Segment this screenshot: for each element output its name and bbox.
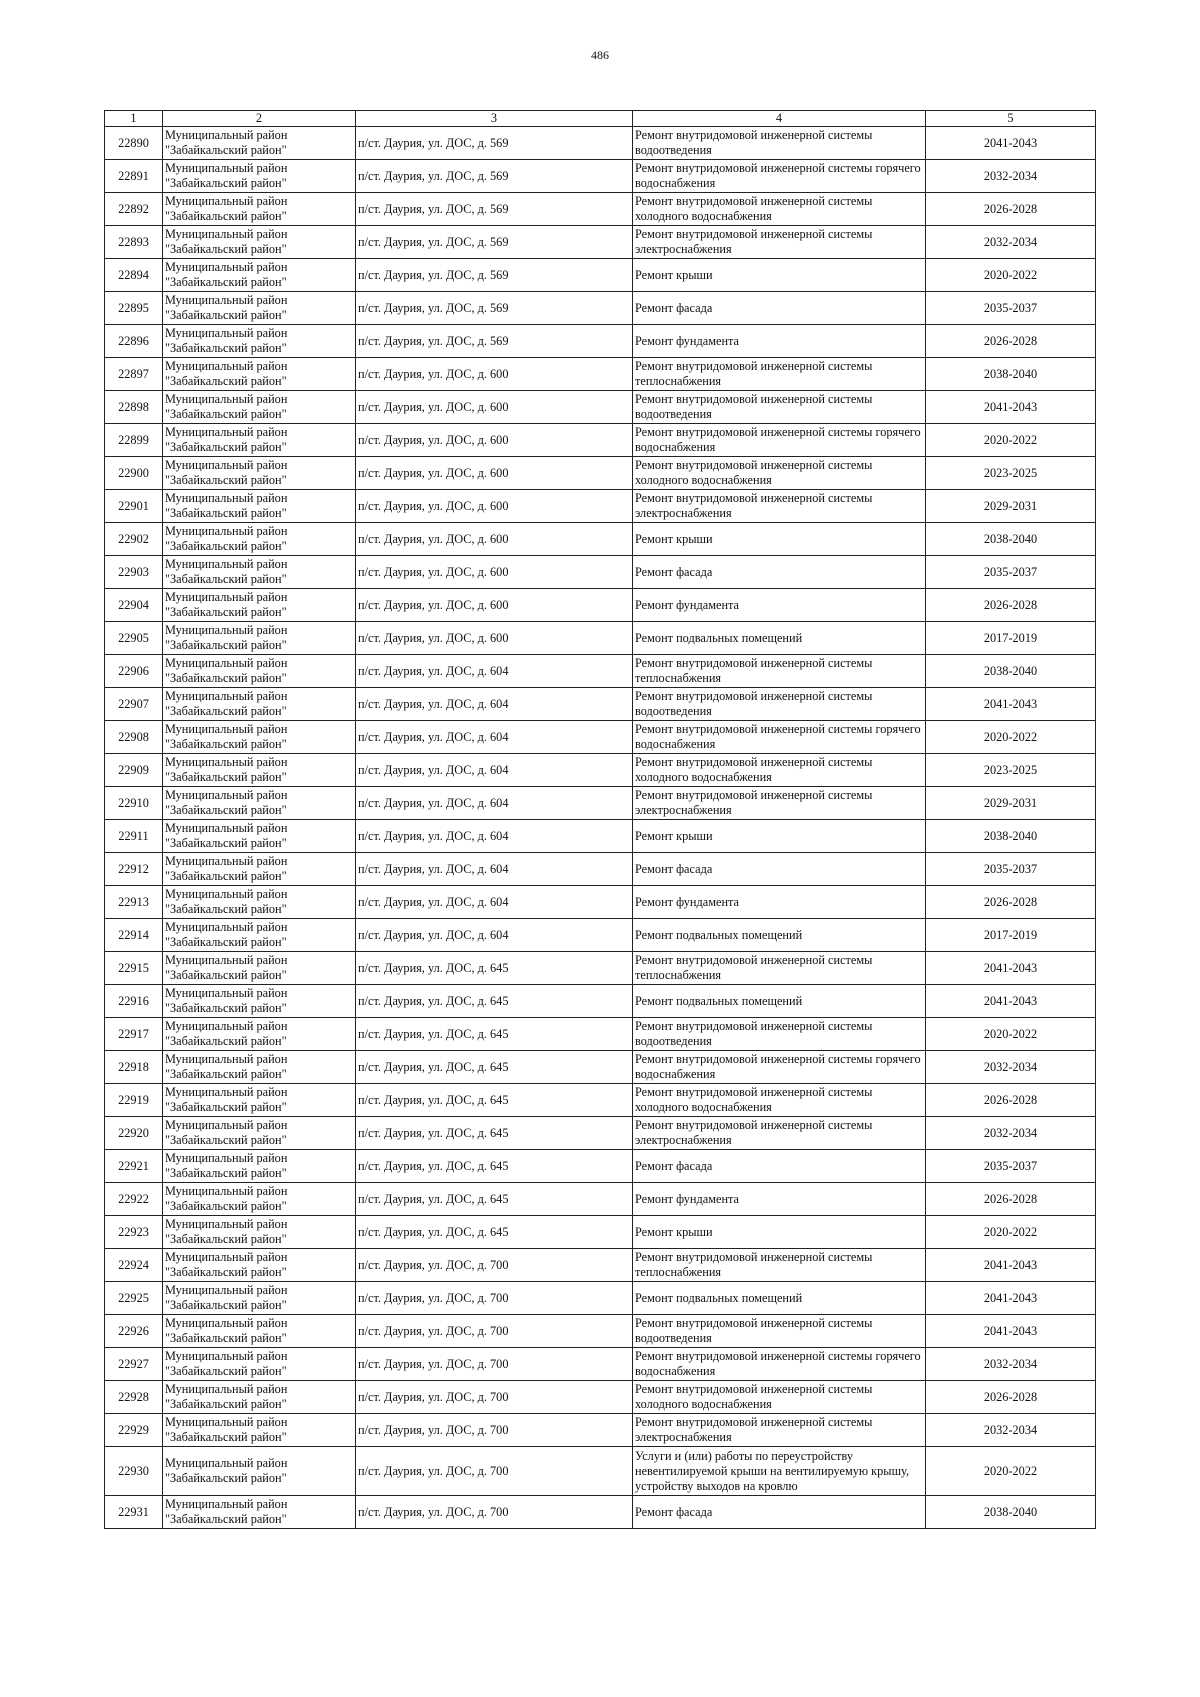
table-row: [105, 919, 1096, 952]
work-type-cell: Ремонт внутридомовой инженерной системы горячего водоснабжения: [633, 1051, 926, 1084]
period-cell: 2041-2043: [926, 985, 1096, 1018]
address-cell: п/ст. Даурия, ул. ДОС, д. 569: [356, 193, 633, 226]
table-row: [105, 952, 1096, 985]
period-cell: 2041-2043: [926, 391, 1096, 424]
municipality-cell: Муниципальный район "Забайкальский район": [163, 424, 356, 457]
municipality-cell: Муниципальный район "Забайкальский район": [163, 1348, 356, 1381]
row-number: 22919: [105, 1084, 163, 1117]
address-cell: п/ст. Даурия, ул. ДОС, д. 569: [356, 325, 633, 358]
table-row: [105, 688, 1096, 721]
row-number: 22896: [105, 325, 163, 358]
row-number: 22906: [105, 655, 163, 688]
row-number: 22914: [105, 919, 163, 952]
work-type-cell: Ремонт внутридомовой инженерной системы водоотведения: [633, 127, 926, 160]
table-row: [105, 457, 1096, 490]
period-cell: 2041-2043: [926, 688, 1096, 721]
column-header-5: 5: [926, 111, 1096, 127]
row-number: 22905: [105, 622, 163, 655]
work-type-cell: Услуги и (или) работы по переустройству невентилируемой крыши на вентилируемую крышу, устройству выходов на кровлю: [633, 1447, 926, 1496]
address-cell: п/ст. Даурия, ул. ДОС, д. 645: [356, 1117, 633, 1150]
period-cell: 2035-2037: [926, 853, 1096, 886]
table-row: [105, 160, 1096, 193]
table-row: [105, 1051, 1096, 1084]
address-cell: п/ст. Даурия, ул. ДОС, д. 700: [356, 1381, 633, 1414]
row-number: 22924: [105, 1249, 163, 1282]
work-type-cell: Ремонт внутридомовой инженерной системы водоотведения: [633, 1018, 926, 1051]
municipality-cell: Муниципальный район "Забайкальский район": [163, 1414, 356, 1447]
municipality-cell: Муниципальный район "Забайкальский район": [163, 1150, 356, 1183]
period-cell: 2020-2022: [926, 1447, 1096, 1496]
row-number: 22892: [105, 193, 163, 226]
period-cell: 2041-2043: [926, 1249, 1096, 1282]
table-row: [105, 391, 1096, 424]
municipality-cell: Муниципальный район "Забайкальский район": [163, 589, 356, 622]
table-row: [105, 556, 1096, 589]
row-number: 22895: [105, 292, 163, 325]
table-row: [105, 259, 1096, 292]
period-cell: 2026-2028: [926, 886, 1096, 919]
municipality-cell: Муниципальный район "Забайкальский район": [163, 853, 356, 886]
work-type-cell: Ремонт внутридомовой инженерной системы горячего водоснабжения: [633, 1348, 926, 1381]
table-row: [105, 1084, 1096, 1117]
table-row: [105, 589, 1096, 622]
table-body: [105, 127, 1096, 1529]
period-cell: 2041-2043: [926, 952, 1096, 985]
work-type-cell: Ремонт подвальных помещений: [633, 622, 926, 655]
table-row: [105, 1447, 1096, 1496]
municipality-cell: Муниципальный район "Забайкальский район": [163, 1018, 356, 1051]
work-type-cell: Ремонт внутридомовой инженерной системы теплоснабжения: [633, 655, 926, 688]
address-cell: п/ст. Даурия, ул. ДОС, д. 645: [356, 1216, 633, 1249]
row-number: 22909: [105, 754, 163, 787]
municipality-cell: Муниципальный район "Забайкальский район": [163, 754, 356, 787]
work-type-cell: Ремонт внутридомовой инженерной системы водоотведения: [633, 391, 926, 424]
municipality-cell: Муниципальный район "Забайкальский район": [163, 655, 356, 688]
address-cell: п/ст. Даурия, ул. ДОС, д. 645: [356, 1051, 633, 1084]
address-cell: п/ст. Даурия, ул. ДОС, д. 700: [356, 1282, 633, 1315]
column-header-2: 2: [163, 111, 356, 127]
address-cell: п/ст. Даурия, ул. ДОС, д. 645: [356, 952, 633, 985]
address-cell: п/ст. Даурия, ул. ДОС, д. 600: [356, 490, 633, 523]
table-row: [105, 1117, 1096, 1150]
work-type-cell: Ремонт фасада: [633, 853, 926, 886]
municipality-cell: Муниципальный район "Забайкальский район": [163, 1117, 356, 1150]
address-cell: п/ст. Даурия, ул. ДОС, д. 569: [356, 259, 633, 292]
work-type-cell: Ремонт внутридомовой инженерной системы горячего водоснабжения: [633, 424, 926, 457]
municipality-cell: Муниципальный район "Забайкальский район": [163, 325, 356, 358]
municipality-cell: Муниципальный район "Забайкальский район": [163, 820, 356, 853]
period-cell: 2038-2040: [926, 1496, 1096, 1529]
row-number: 22913: [105, 886, 163, 919]
municipality-cell: Муниципальный район "Забайкальский район": [163, 1183, 356, 1216]
period-cell: 2023-2025: [926, 457, 1096, 490]
table-row: [105, 1315, 1096, 1348]
row-number: 22923: [105, 1216, 163, 1249]
municipality-cell: Муниципальный район "Забайкальский район": [163, 1216, 356, 1249]
period-cell: 2041-2043: [926, 127, 1096, 160]
table-row: [105, 1249, 1096, 1282]
table-row: [105, 886, 1096, 919]
address-cell: п/ст. Даурия, ул. ДОС, д. 569: [356, 292, 633, 325]
municipality-cell: Муниципальный район "Забайкальский район": [163, 1084, 356, 1117]
column-header-4: 4: [633, 111, 926, 127]
work-type-cell: Ремонт внутридомовой инженерной системы холодного водоснабжения: [633, 193, 926, 226]
municipality-cell: Муниципальный район "Забайкальский район": [163, 886, 356, 919]
row-number: 22930: [105, 1447, 163, 1496]
row-number: 22908: [105, 721, 163, 754]
period-cell: 2035-2037: [926, 292, 1096, 325]
municipality-cell: Муниципальный район "Забайкальский район": [163, 160, 356, 193]
row-number: 22899: [105, 424, 163, 457]
municipality-cell: Муниципальный район "Забайкальский район": [163, 1496, 356, 1529]
work-type-cell: Ремонт внутридомовой инженерной системы теплоснабжения: [633, 358, 926, 391]
period-cell: 2038-2040: [926, 655, 1096, 688]
period-cell: 2041-2043: [926, 1315, 1096, 1348]
municipality-cell: Муниципальный район "Забайкальский район": [163, 688, 356, 721]
work-type-cell: Ремонт внутридомовой инженерной системы теплоснабжения: [633, 1249, 926, 1282]
address-cell: п/ст. Даурия, ул. ДОС, д. 569: [356, 226, 633, 259]
municipality-cell: Муниципальный район "Забайкальский район": [163, 1282, 356, 1315]
row-number: 22927: [105, 1348, 163, 1381]
municipality-cell: Муниципальный район "Забайкальский район": [163, 490, 356, 523]
work-type-cell: Ремонт фасада: [633, 556, 926, 589]
work-type-cell: Ремонт внутридомовой инженерной системы горячего водоснабжения: [633, 160, 926, 193]
table-row: [105, 1496, 1096, 1529]
row-number: 22900: [105, 457, 163, 490]
work-type-cell: Ремонт подвальных помещений: [633, 985, 926, 1018]
period-cell: 2026-2028: [926, 325, 1096, 358]
address-cell: п/ст. Даурия, ул. ДОС, д. 600: [356, 523, 633, 556]
period-cell: 2032-2034: [926, 1414, 1096, 1447]
row-number: 22916: [105, 985, 163, 1018]
period-cell: 2041-2043: [926, 1282, 1096, 1315]
work-type-cell: Ремонт внутридомовой инженерной системы водоотведения: [633, 1315, 926, 1348]
column-number-row: [105, 111, 1096, 127]
row-number: 22929: [105, 1414, 163, 1447]
period-cell: 2017-2019: [926, 622, 1096, 655]
work-type-cell: Ремонт фасада: [633, 1496, 926, 1529]
work-type-cell: Ремонт подвальных помещений: [633, 1282, 926, 1315]
address-cell: п/ст. Даурия, ул. ДОС, д. 604: [356, 688, 633, 721]
period-cell: 2029-2031: [926, 787, 1096, 820]
address-cell: п/ст. Даурия, ул. ДОС, д. 604: [356, 655, 633, 688]
row-number: 22912: [105, 853, 163, 886]
work-type-cell: Ремонт внутридомовой инженерной системы электроснабжения: [633, 226, 926, 259]
work-type-cell: Ремонт крыши: [633, 820, 926, 853]
period-cell: 2023-2025: [926, 754, 1096, 787]
address-cell: п/ст. Даурия, ул. ДОС, д. 645: [356, 1183, 633, 1216]
table-row: [105, 985, 1096, 1018]
table-row: [105, 358, 1096, 391]
address-cell: п/ст. Даурия, ул. ДОС, д. 600: [356, 589, 633, 622]
period-cell: 2038-2040: [926, 820, 1096, 853]
municipality-cell: Муниципальный район "Забайкальский район": [163, 1249, 356, 1282]
municipality-cell: Муниципальный район "Забайкальский район": [163, 523, 356, 556]
row-number: 22926: [105, 1315, 163, 1348]
row-number: 22911: [105, 820, 163, 853]
municipality-cell: Муниципальный район "Забайкальский район": [163, 787, 356, 820]
row-number: 22891: [105, 160, 163, 193]
period-cell: 2026-2028: [926, 1183, 1096, 1216]
work-type-cell: Ремонт внутридомовой инженерной системы холодного водоснабжения: [633, 754, 926, 787]
municipality-cell: Муниципальный район "Забайкальский район": [163, 919, 356, 952]
row-number: 22890: [105, 127, 163, 160]
table-row: [105, 655, 1096, 688]
table-row: [105, 226, 1096, 259]
work-type-cell: Ремонт внутридомовой инженерной системы холодного водоснабжения: [633, 457, 926, 490]
period-cell: 2029-2031: [926, 490, 1096, 523]
municipality-cell: Муниципальный район "Забайкальский район": [163, 292, 356, 325]
municipality-cell: Муниципальный район "Забайкальский район": [163, 985, 356, 1018]
table-row: [105, 523, 1096, 556]
address-cell: п/ст. Даурия, ул. ДОС, д. 604: [356, 820, 633, 853]
address-cell: п/ст. Даурия, ул. ДОС, д. 604: [356, 721, 633, 754]
table-row: [105, 853, 1096, 886]
table-row: [105, 754, 1096, 787]
work-type-cell: Ремонт внутридомовой инженерной системы теплоснабжения: [633, 952, 926, 985]
column-header-1: 1: [105, 111, 163, 127]
address-cell: п/ст. Даурия, ул. ДОС, д. 645: [356, 1150, 633, 1183]
work-type-cell: Ремонт фундамента: [633, 1183, 926, 1216]
row-number: 22915: [105, 952, 163, 985]
period-cell: 2026-2028: [926, 193, 1096, 226]
period-cell: 2020-2022: [926, 1018, 1096, 1051]
period-cell: 2026-2028: [926, 1381, 1096, 1414]
table-row: [105, 1216, 1096, 1249]
address-cell: п/ст. Даурия, ул. ДОС, д. 700: [356, 1496, 633, 1529]
address-cell: п/ст. Даурия, ул. ДОС, д. 700: [356, 1447, 633, 1496]
municipality-cell: Муниципальный район "Забайкальский район": [163, 226, 356, 259]
work-type-cell: Ремонт крыши: [633, 259, 926, 292]
work-type-cell: Ремонт внутридомовой инженерной системы горячего водоснабжения: [633, 721, 926, 754]
municipality-cell: Муниципальный район "Забайкальский район": [163, 721, 356, 754]
municipality-cell: Муниципальный район "Забайкальский район": [163, 1315, 356, 1348]
row-number: 22918: [105, 1051, 163, 1084]
table-row: [105, 325, 1096, 358]
page-number: 486: [591, 48, 609, 62]
work-type-cell: Ремонт внутридомовой инженерной системы водоотведения: [633, 688, 926, 721]
row-number: 22903: [105, 556, 163, 589]
municipality-cell: Муниципальный район "Забайкальский район": [163, 556, 356, 589]
work-type-cell: Ремонт внутридомовой инженерной системы холодного водоснабжения: [633, 1381, 926, 1414]
period-cell: 2020-2022: [926, 424, 1096, 457]
municipality-cell: Муниципальный район "Забайкальский район": [163, 1447, 356, 1496]
row-number: 22893: [105, 226, 163, 259]
municipality-cell: Муниципальный район "Забайкальский район": [163, 622, 356, 655]
table-row: [105, 1183, 1096, 1216]
work-type-cell: Ремонт внутридомовой инженерной системы электроснабжения: [633, 787, 926, 820]
table-row: [105, 820, 1096, 853]
address-cell: п/ст. Даурия, ул. ДОС, д. 569: [356, 160, 633, 193]
work-type-cell: Ремонт фасада: [633, 1150, 926, 1183]
work-type-cell: Ремонт внутридомовой инженерной системы холодного водоснабжения: [633, 1084, 926, 1117]
municipality-cell: Муниципальный район "Забайкальский район": [163, 952, 356, 985]
period-cell: 2032-2034: [926, 1348, 1096, 1381]
table-row: [105, 292, 1096, 325]
row-number: 22894: [105, 259, 163, 292]
municipality-cell: Муниципальный район "Забайкальский район": [163, 1381, 356, 1414]
row-number: 22901: [105, 490, 163, 523]
period-cell: 2026-2028: [926, 1084, 1096, 1117]
address-cell: п/ст. Даурия, ул. ДОС, д. 700: [356, 1315, 633, 1348]
address-cell: п/ст. Даурия, ул. ДОС, д. 600: [356, 622, 633, 655]
address-cell: п/ст. Даурия, ул. ДОС, д. 600: [356, 556, 633, 589]
address-cell: п/ст. Даурия, ул. ДОС, д. 700: [356, 1414, 633, 1447]
row-number: 22910: [105, 787, 163, 820]
address-cell: п/ст. Даурия, ул. ДОС, д. 600: [356, 391, 633, 424]
period-cell: 2035-2037: [926, 1150, 1096, 1183]
table-row: [105, 721, 1096, 754]
row-number: 22931: [105, 1496, 163, 1529]
row-number: 22907: [105, 688, 163, 721]
address-cell: п/ст. Даурия, ул. ДОС, д. 604: [356, 919, 633, 952]
period-cell: 2038-2040: [926, 523, 1096, 556]
address-cell: п/ст. Даурия, ул. ДОС, д. 604: [356, 886, 633, 919]
period-cell: 2032-2034: [926, 1117, 1096, 1150]
address-cell: п/ст. Даурия, ул. ДОС, д. 645: [356, 985, 633, 1018]
municipality-cell: Муниципальный район "Забайкальский район": [163, 1051, 356, 1084]
address-cell: п/ст. Даурия, ул. ДОС, д. 600: [356, 457, 633, 490]
address-cell: п/ст. Даурия, ул. ДОС, д. 645: [356, 1084, 633, 1117]
municipality-cell: Муниципальный район "Забайкальский район": [163, 127, 356, 160]
row-number: 22917: [105, 1018, 163, 1051]
work-type-cell: Ремонт внутридомовой инженерной системы электроснабжения: [633, 1117, 926, 1150]
repair-schedule-table: [104, 110, 1096, 1529]
table-row: [105, 490, 1096, 523]
table-row: [105, 1414, 1096, 1447]
row-number: 22898: [105, 391, 163, 424]
row-number: 22904: [105, 589, 163, 622]
period-cell: 2032-2034: [926, 1051, 1096, 1084]
table-row: [105, 1282, 1096, 1315]
address-cell: п/ст. Даурия, ул. ДОС, д. 604: [356, 853, 633, 886]
municipality-cell: Муниципальный район "Забайкальский район": [163, 358, 356, 391]
work-type-cell: Ремонт фундамента: [633, 325, 926, 358]
municipality-cell: Муниципальный район "Забайкальский район": [163, 457, 356, 490]
table-row: [105, 1381, 1096, 1414]
table-row: [105, 1018, 1096, 1051]
table-row: [105, 1150, 1096, 1183]
address-cell: п/ст. Даурия, ул. ДОС, д. 645: [356, 1018, 633, 1051]
work-type-cell: Ремонт фундамента: [633, 886, 926, 919]
table-row: [105, 127, 1096, 160]
row-number: 22897: [105, 358, 163, 391]
table-row: [105, 622, 1096, 655]
period-cell: 2020-2022: [926, 259, 1096, 292]
table-row: [105, 193, 1096, 226]
work-type-cell: Ремонт фундамента: [633, 589, 926, 622]
municipality-cell: Муниципальный район "Забайкальский район": [163, 259, 356, 292]
period-cell: 2020-2022: [926, 1216, 1096, 1249]
table-row: [105, 1348, 1096, 1381]
period-cell: 2026-2028: [926, 589, 1096, 622]
period-cell: 2032-2034: [926, 226, 1096, 259]
address-cell: п/ст. Даурия, ул. ДОС, д. 700: [356, 1348, 633, 1381]
municipality-cell: Муниципальный район "Забайкальский район": [163, 391, 356, 424]
table-row: [105, 787, 1096, 820]
row-number: 22902: [105, 523, 163, 556]
work-type-cell: Ремонт внутридомовой инженерной системы электроснабжения: [633, 490, 926, 523]
column-header-3: 3: [356, 111, 633, 127]
row-number: 22921: [105, 1150, 163, 1183]
address-cell: п/ст. Даурия, ул. ДОС, д. 600: [356, 424, 633, 457]
work-type-cell: Ремонт подвальных помещений: [633, 919, 926, 952]
work-type-cell: Ремонт крыши: [633, 1216, 926, 1249]
period-cell: 2038-2040: [926, 358, 1096, 391]
row-number: 22922: [105, 1183, 163, 1216]
row-number: 22928: [105, 1381, 163, 1414]
address-cell: п/ст. Даурия, ул. ДОС, д. 604: [356, 787, 633, 820]
table-row: [105, 424, 1096, 457]
row-number: 22925: [105, 1282, 163, 1315]
address-cell: п/ст. Даурия, ул. ДОС, д. 700: [356, 1249, 633, 1282]
work-type-cell: Ремонт внутридомовой инженерной системы электроснабжения: [633, 1414, 926, 1447]
row-number: 22920: [105, 1117, 163, 1150]
work-type-cell: Ремонт фасада: [633, 292, 926, 325]
municipality-cell: Муниципальный район "Забайкальский район": [163, 193, 356, 226]
work-type-cell: Ремонт крыши: [633, 523, 926, 556]
address-cell: п/ст. Даурия, ул. ДОС, д. 604: [356, 754, 633, 787]
period-cell: 2035-2037: [926, 556, 1096, 589]
period-cell: 2020-2022: [926, 721, 1096, 754]
period-cell: 2017-2019: [926, 919, 1096, 952]
address-cell: п/ст. Даурия, ул. ДОС, д. 600: [356, 358, 633, 391]
address-cell: п/ст. Даурия, ул. ДОС, д. 569: [356, 127, 633, 160]
period-cell: 2032-2034: [926, 160, 1096, 193]
